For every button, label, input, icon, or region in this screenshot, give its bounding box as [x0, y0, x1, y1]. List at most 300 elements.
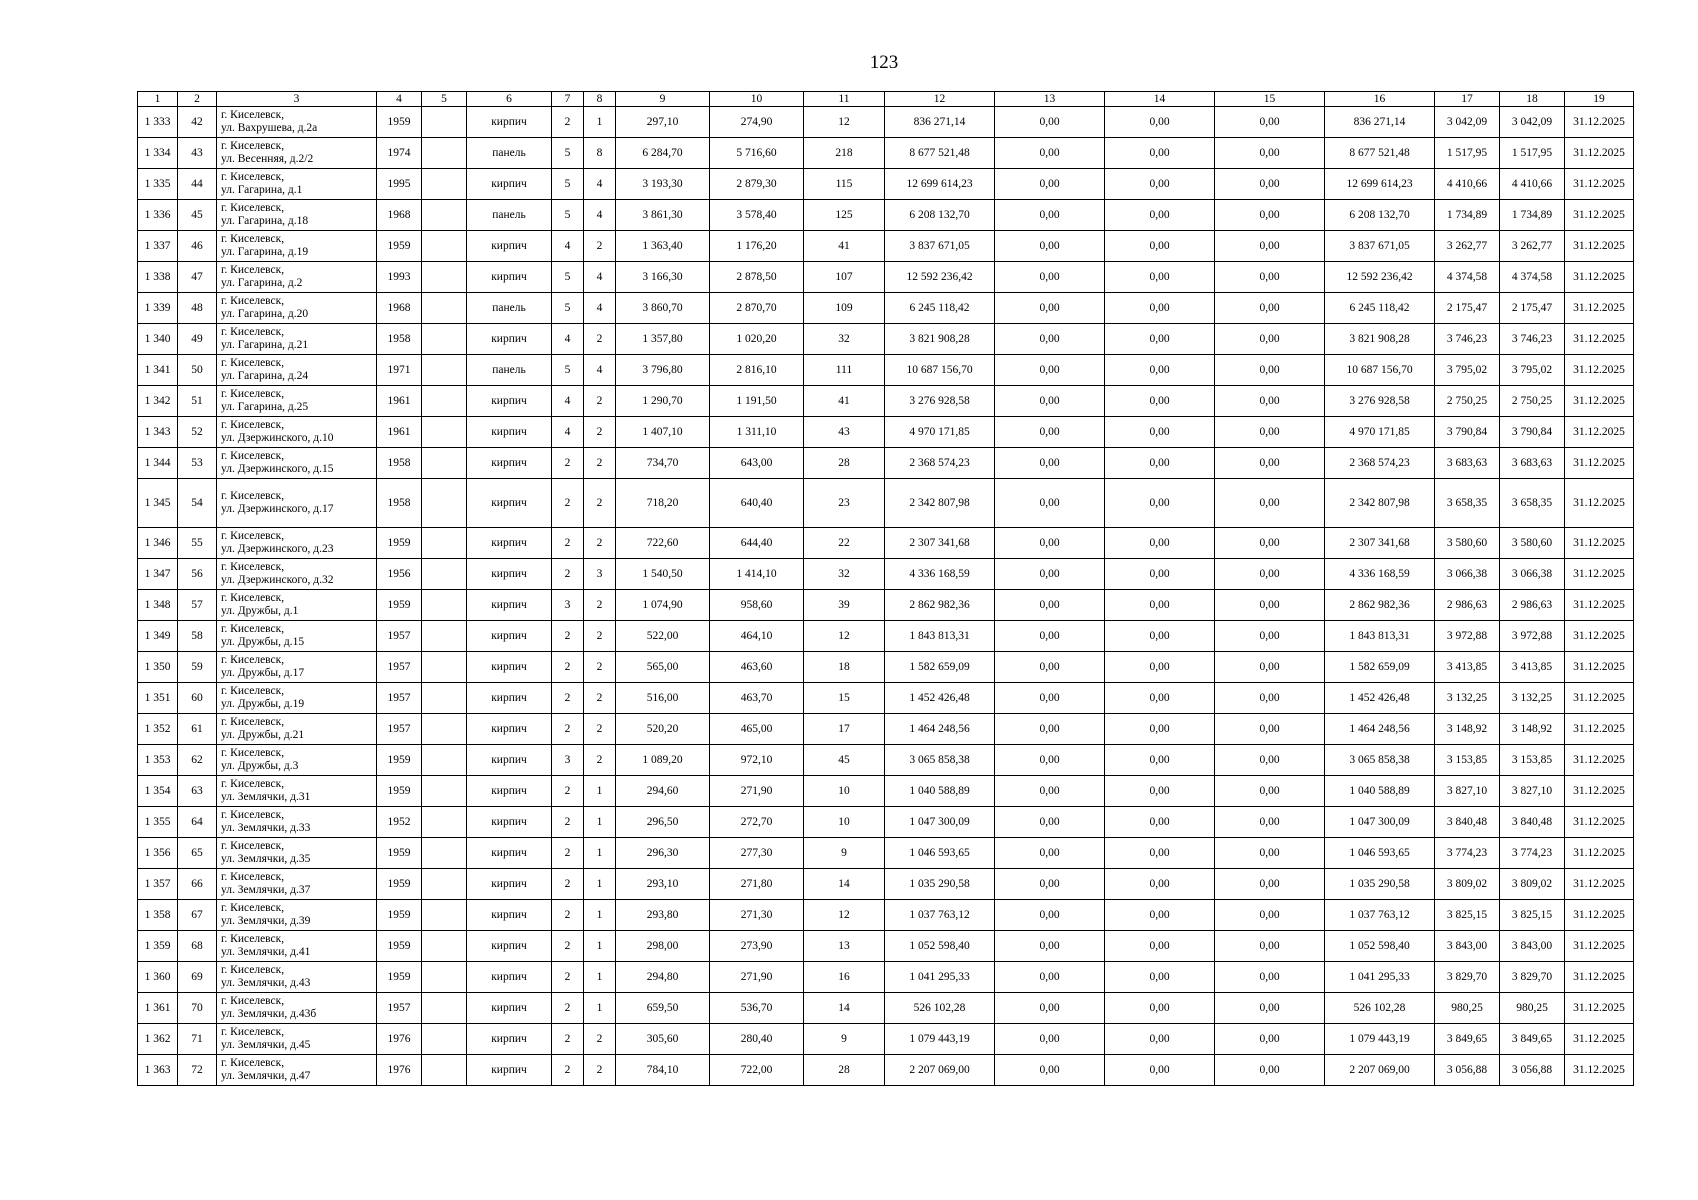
cell-col-16: 4 970 171,85: [1325, 417, 1435, 448]
cell-col-5: [422, 683, 467, 714]
cell-col-8: 1: [584, 807, 616, 838]
cell-col-13: 0,00: [995, 900, 1105, 931]
cell-col-2: 67: [178, 900, 217, 931]
cell-col-15: 0,00: [1215, 652, 1325, 683]
cell-col-1: 1 361: [138, 993, 178, 1024]
cell-col-10: 644,40: [710, 528, 804, 559]
cell-col-8: 2: [584, 1055, 616, 1086]
cell-col-2: 47: [178, 262, 217, 293]
cell-col-8: 4: [584, 262, 616, 293]
cell-col-5: [422, 200, 467, 231]
cell-col-8: 1: [584, 931, 616, 962]
cell-col-14: 0,00: [1105, 838, 1215, 869]
cell-col-8: 1: [584, 869, 616, 900]
cell-col-6: кирпич: [467, 528, 552, 559]
cell-col-16: 2 307 341,68: [1325, 528, 1435, 559]
address-city: г. Киселевск,: [221, 871, 285, 883]
cell-col-14: 0,00: [1105, 138, 1215, 169]
cell-col-8: 2: [584, 621, 616, 652]
column-header-14: 14: [1105, 92, 1215, 107]
cell-col-9: 1 089,20: [616, 745, 710, 776]
cell-col-15: 0,00: [1215, 200, 1325, 231]
cell-col-19: 31.12.2025: [1565, 590, 1634, 621]
cell-col-1: 1 357: [138, 869, 178, 900]
cell-col-4: 1959: [377, 745, 422, 776]
cell-col-11: 10: [804, 807, 885, 838]
address-street: ул. Землячки, д.45: [221, 1039, 311, 1051]
cell-col-7: 2: [552, 869, 584, 900]
cell-col-12: 2 342 807,98: [885, 479, 995, 528]
cell-col-2: 59: [178, 652, 217, 683]
cell-col-8: 8: [584, 138, 616, 169]
cell-col-10: 643,00: [710, 448, 804, 479]
cell-col-17: 3 972,88: [1435, 621, 1500, 652]
cell-col-13: 0,00: [995, 869, 1105, 900]
address-street: ул. Землячки, д.39: [221, 915, 311, 927]
cell-col-12: 2 207 069,00: [885, 1055, 995, 1086]
cell-col-19: 31.12.2025: [1565, 200, 1634, 231]
cell-col-18: 3 829,70: [1500, 962, 1565, 993]
cell-col-7: 2: [552, 1055, 584, 1086]
cell-col-6: кирпич: [467, 448, 552, 479]
cell-col-7: 4: [552, 324, 584, 355]
cell-col-4: 1976: [377, 1055, 422, 1086]
cell-col-10: 1 414,10: [710, 559, 804, 590]
address-city: г. Киселевск,: [221, 685, 285, 697]
cell-col-13: 0,00: [995, 590, 1105, 621]
cell-col-18: 3 849,65: [1500, 1024, 1565, 1055]
table-row: [138, 621, 1634, 652]
address-cell: [217, 231, 377, 262]
cell-col-15: 0,00: [1215, 931, 1325, 962]
cell-col-11: 39: [804, 590, 885, 621]
cell-col-2: 64: [178, 807, 217, 838]
cell-col-1: 1 363: [138, 1055, 178, 1086]
cell-col-12: 1 047 300,09: [885, 807, 995, 838]
table-row: [138, 200, 1634, 231]
cell-col-5: [422, 962, 467, 993]
cell-col-7: 2: [552, 807, 584, 838]
cell-col-16: 1 040 588,89: [1325, 776, 1435, 807]
cell-col-1: 1 350: [138, 652, 178, 683]
cell-col-15: 0,00: [1215, 417, 1325, 448]
cell-col-2: 60: [178, 683, 217, 714]
cell-col-18: 3 825,15: [1500, 900, 1565, 931]
cell-col-19: 31.12.2025: [1565, 621, 1634, 652]
address-street: ул. Дзержинского, д.17: [221, 503, 334, 515]
cell-col-8: 1: [584, 776, 616, 807]
cell-col-9: 294,80: [616, 962, 710, 993]
cell-col-6: кирпич: [467, 714, 552, 745]
address-street: ул. Дружбы, д.17: [221, 667, 305, 679]
address-cell: [217, 324, 377, 355]
address-cell: [217, 807, 377, 838]
cell-col-1: 1 341: [138, 355, 178, 386]
cell-col-11: 16: [804, 962, 885, 993]
cell-col-14: 0,00: [1105, 807, 1215, 838]
address-street: ул. Дружбы, д.15: [221, 636, 305, 648]
cell-col-5: [422, 169, 467, 200]
cell-col-2: 72: [178, 1055, 217, 1086]
cell-col-17: 4 374,58: [1435, 262, 1500, 293]
cell-col-11: 10: [804, 776, 885, 807]
address-city: г. Киселевск,: [221, 561, 285, 573]
cell-col-15: 0,00: [1215, 1055, 1325, 1086]
cell-col-9: 1 407,10: [616, 417, 710, 448]
cell-col-10: 2 870,70: [710, 293, 804, 324]
cell-col-11: 12: [804, 900, 885, 931]
cell-col-4: 1959: [377, 962, 422, 993]
cell-col-10: 271,30: [710, 900, 804, 931]
cell-col-19: 31.12.2025: [1565, 652, 1634, 683]
cell-col-9: 296,50: [616, 807, 710, 838]
cell-col-7: 2: [552, 448, 584, 479]
address-city: г. Киселевск,: [221, 592, 285, 604]
cell-col-12: 6 245 118,42: [885, 293, 995, 324]
cell-col-18: 4 410,66: [1500, 169, 1565, 200]
cell-col-1: 1 353: [138, 745, 178, 776]
cell-col-17: 980,25: [1435, 993, 1500, 1024]
cell-col-12: 3 821 908,28: [885, 324, 995, 355]
cell-col-16: 4 336 168,59: [1325, 559, 1435, 590]
address-cell: [217, 714, 377, 745]
address-street: ул. Дзержинского, д.15: [221, 463, 334, 475]
cell-col-9: 734,70: [616, 448, 710, 479]
cell-col-1: 1 358: [138, 900, 178, 931]
cell-col-16: 1 047 300,09: [1325, 807, 1435, 838]
column-header-7: 7: [552, 92, 584, 107]
cell-col-2: 48: [178, 293, 217, 324]
cell-col-18: 1 734,89: [1500, 200, 1565, 231]
cell-col-10: 2 879,30: [710, 169, 804, 200]
cell-col-2: 69: [178, 962, 217, 993]
cell-col-18: 3 843,00: [1500, 931, 1565, 962]
cell-col-6: кирпич: [467, 479, 552, 528]
address-street: ул. Дружбы, д.19: [221, 698, 305, 710]
cell-col-18: 3 840,48: [1500, 807, 1565, 838]
cell-col-14: 0,00: [1105, 293, 1215, 324]
address-cell: [217, 386, 377, 417]
cell-col-11: 115: [804, 169, 885, 200]
cell-col-14: 0,00: [1105, 1024, 1215, 1055]
cell-col-12: 1 035 290,58: [885, 869, 995, 900]
cell-col-10: 463,70: [710, 683, 804, 714]
cell-col-16: 1 843 813,31: [1325, 621, 1435, 652]
address-city: г. Киселевск,: [221, 140, 285, 152]
cell-col-14: 0,00: [1105, 745, 1215, 776]
cell-col-5: [422, 900, 467, 931]
cell-col-1: 1 343: [138, 417, 178, 448]
cell-col-8: 4: [584, 200, 616, 231]
cell-col-17: 2 986,63: [1435, 590, 1500, 621]
cell-col-1: 1 337: [138, 231, 178, 262]
cell-col-4: 1958: [377, 324, 422, 355]
table-row: [138, 683, 1634, 714]
cell-col-11: 41: [804, 386, 885, 417]
cell-col-14: 0,00: [1105, 231, 1215, 262]
cell-col-7: 2: [552, 776, 584, 807]
cell-col-4: 1958: [377, 479, 422, 528]
cell-col-15: 0,00: [1215, 714, 1325, 745]
cell-col-18: 3 774,23: [1500, 838, 1565, 869]
address-cell: [217, 869, 377, 900]
address-street: ул. Дзержинского, д.10: [221, 432, 334, 444]
cell-col-10: 536,70: [710, 993, 804, 1024]
cell-col-4: 1957: [377, 683, 422, 714]
cell-col-19: 31.12.2025: [1565, 169, 1634, 200]
address-cell: [217, 262, 377, 293]
cell-col-8: 2: [584, 652, 616, 683]
cell-col-13: 0,00: [995, 528, 1105, 559]
cell-col-4: 1957: [377, 714, 422, 745]
cell-col-6: кирпич: [467, 1055, 552, 1086]
cell-col-16: 2 862 982,36: [1325, 590, 1435, 621]
cell-col-12: 836 271,14: [885, 107, 995, 138]
cell-col-12: 2 307 341,68: [885, 528, 995, 559]
cell-col-7: 2: [552, 900, 584, 931]
cell-col-8: 2: [584, 448, 616, 479]
cell-col-1: 1 338: [138, 262, 178, 293]
cell-col-16: 2 342 807,98: [1325, 479, 1435, 528]
cell-col-16: 1 079 443,19: [1325, 1024, 1435, 1055]
cell-col-13: 0,00: [995, 355, 1105, 386]
cell-col-7: 2: [552, 683, 584, 714]
cell-col-11: 107: [804, 262, 885, 293]
cell-col-4: 1971: [377, 355, 422, 386]
cell-col-18: 3 827,10: [1500, 776, 1565, 807]
cell-col-10: 722,00: [710, 1055, 804, 1086]
cell-col-1: 1 339: [138, 293, 178, 324]
cell-col-18: 3 972,88: [1500, 621, 1565, 652]
cell-col-18: 3 683,63: [1500, 448, 1565, 479]
column-number-header-row: [138, 92, 1634, 107]
cell-col-16: 2 368 574,23: [1325, 448, 1435, 479]
cell-col-9: 3 796,80: [616, 355, 710, 386]
cell-col-9: 1 357,80: [616, 324, 710, 355]
cell-col-9: 565,00: [616, 652, 710, 683]
address-cell: [217, 993, 377, 1024]
cell-col-14: 0,00: [1105, 355, 1215, 386]
cell-col-17: 3 825,15: [1435, 900, 1500, 931]
address-street: ул. Дружбы, д.3: [221, 760, 299, 772]
cell-col-9: 294,60: [616, 776, 710, 807]
address-city: г. Киселевск,: [221, 233, 285, 245]
table-row: [138, 993, 1634, 1024]
cell-col-15: 0,00: [1215, 807, 1325, 838]
table-row: [138, 138, 1634, 169]
cell-col-19: 31.12.2025: [1565, 807, 1634, 838]
cell-col-17: 1 734,89: [1435, 200, 1500, 231]
cell-col-7: 5: [552, 262, 584, 293]
cell-col-6: кирпич: [467, 262, 552, 293]
cell-col-7: 5: [552, 138, 584, 169]
cell-col-1: 1 355: [138, 807, 178, 838]
cell-col-7: 2: [552, 559, 584, 590]
address-city: г. Киселевск,: [221, 809, 285, 821]
cell-col-10: 463,60: [710, 652, 804, 683]
cell-col-7: 4: [552, 231, 584, 262]
cell-col-1: 1 356: [138, 838, 178, 869]
cell-col-4: 1959: [377, 231, 422, 262]
address-city: г. Киселевск,: [221, 1026, 285, 1038]
cell-col-1: 1 344: [138, 448, 178, 479]
cell-col-18: 3 809,02: [1500, 869, 1565, 900]
address-cell: [217, 745, 377, 776]
address-street: ул. Гагарина, д.2: [221, 277, 303, 289]
cell-col-8: 2: [584, 479, 616, 528]
cell-col-8: 2: [584, 231, 616, 262]
address-cell: [217, 559, 377, 590]
cell-col-16: 526 102,28: [1325, 993, 1435, 1024]
cell-col-15: 0,00: [1215, 559, 1325, 590]
cell-col-8: 1: [584, 962, 616, 993]
cell-col-18: 3 056,88: [1500, 1055, 1565, 1086]
cell-col-17: 3 042,09: [1435, 107, 1500, 138]
address-cell: [217, 169, 377, 200]
cell-col-4: 1957: [377, 652, 422, 683]
cell-col-4: 1959: [377, 869, 422, 900]
cell-col-2: 45: [178, 200, 217, 231]
cell-col-13: 0,00: [995, 479, 1105, 528]
address-street: ул. Дзержинского, д.32: [221, 574, 334, 586]
address-cell: [217, 776, 377, 807]
column-header-9: 9: [616, 92, 710, 107]
cell-col-8: 2: [584, 683, 616, 714]
cell-col-17: 3 262,77: [1435, 231, 1500, 262]
cell-col-7: 2: [552, 528, 584, 559]
cell-col-6: панель: [467, 200, 552, 231]
cell-col-11: 14: [804, 993, 885, 1024]
cell-col-6: кирпич: [467, 931, 552, 962]
cell-col-8: 2: [584, 1024, 616, 1055]
cell-col-8: 2: [584, 417, 616, 448]
cell-col-19: 31.12.2025: [1565, 1024, 1634, 1055]
cell-col-12: 6 208 132,70: [885, 200, 995, 231]
cell-col-4: 1959: [377, 931, 422, 962]
cell-col-11: 22: [804, 528, 885, 559]
cell-col-6: кирпич: [467, 807, 552, 838]
cell-col-17: 2 175,47: [1435, 293, 1500, 324]
cell-col-16: 6 245 118,42: [1325, 293, 1435, 324]
cell-col-12: 3 065 858,38: [885, 745, 995, 776]
cell-col-18: 3 148,92: [1500, 714, 1565, 745]
cell-col-10: 5 716,60: [710, 138, 804, 169]
cell-col-14: 0,00: [1105, 776, 1215, 807]
cell-col-4: 1968: [377, 293, 422, 324]
cell-col-2: 68: [178, 931, 217, 962]
cell-col-9: 784,10: [616, 1055, 710, 1086]
cell-col-6: кирпич: [467, 776, 552, 807]
address-street: ул. Землячки, д.43б: [221, 1008, 317, 1020]
cell-col-12: 1 041 295,33: [885, 962, 995, 993]
cell-col-19: 31.12.2025: [1565, 107, 1634, 138]
cell-col-14: 0,00: [1105, 262, 1215, 293]
table-row: [138, 231, 1634, 262]
cell-col-15: 0,00: [1215, 107, 1325, 138]
cell-col-12: 4 336 168,59: [885, 559, 995, 590]
cell-col-8: 1: [584, 993, 616, 1024]
cell-col-6: кирпич: [467, 745, 552, 776]
cell-col-2: 66: [178, 869, 217, 900]
column-header-10: 10: [710, 92, 804, 107]
cell-col-2: 71: [178, 1024, 217, 1055]
column-header-18: 18: [1500, 92, 1565, 107]
cell-col-18: 980,25: [1500, 993, 1565, 1024]
cell-col-13: 0,00: [995, 386, 1105, 417]
cell-col-13: 0,00: [995, 931, 1105, 962]
cell-col-15: 0,00: [1215, 355, 1325, 386]
address-city: г. Киселевск,: [221, 1057, 285, 1069]
cell-col-4: 1958: [377, 448, 422, 479]
address-cell: [217, 479, 377, 528]
cell-col-10: 958,60: [710, 590, 804, 621]
cell-col-15: 0,00: [1215, 138, 1325, 169]
address-cell: [217, 138, 377, 169]
address-city: г. Киселевск,: [221, 716, 285, 728]
cell-col-8: 2: [584, 324, 616, 355]
address-street: ул. Дзержинского, д.23: [221, 543, 334, 555]
cell-col-11: 125: [804, 200, 885, 231]
cell-col-5: [422, 776, 467, 807]
cell-col-6: кирпич: [467, 324, 552, 355]
buildings-table: [137, 91, 1634, 1086]
cell-col-19: 31.12.2025: [1565, 528, 1634, 559]
cell-col-6: кирпич: [467, 231, 552, 262]
cell-col-17: 3 827,10: [1435, 776, 1500, 807]
cell-col-2: 54: [178, 479, 217, 528]
table-row: [138, 293, 1634, 324]
address-city: г. Киселевск,: [221, 490, 285, 502]
address-street: ул. Гагарина, д.1: [221, 184, 303, 196]
column-header-2: 2: [178, 92, 217, 107]
cell-col-8: 2: [584, 386, 616, 417]
cell-col-15: 0,00: [1215, 1024, 1325, 1055]
cell-col-11: 15: [804, 683, 885, 714]
cell-col-5: [422, 324, 467, 355]
cell-col-2: 50: [178, 355, 217, 386]
table-row: [138, 714, 1634, 745]
table-row: [138, 807, 1634, 838]
cell-col-7: 2: [552, 714, 584, 745]
cell-col-7: 2: [552, 621, 584, 652]
cell-col-14: 0,00: [1105, 107, 1215, 138]
cell-col-11: 17: [804, 714, 885, 745]
cell-col-7: 2: [552, 931, 584, 962]
table-row: [138, 528, 1634, 559]
address-cell: [217, 293, 377, 324]
cell-col-11: 109: [804, 293, 885, 324]
cell-col-11: 32: [804, 559, 885, 590]
cell-col-5: [422, 138, 467, 169]
cell-col-14: 0,00: [1105, 900, 1215, 931]
cell-col-9: 1 290,70: [616, 386, 710, 417]
cell-col-15: 0,00: [1215, 528, 1325, 559]
table-row: [138, 1024, 1634, 1055]
table-row: [138, 776, 1634, 807]
cell-col-6: кирпич: [467, 559, 552, 590]
cell-col-10: 1 311,10: [710, 417, 804, 448]
cell-col-19: 31.12.2025: [1565, 714, 1634, 745]
cell-col-5: [422, 590, 467, 621]
cell-col-5: [422, 838, 467, 869]
table-row: [138, 745, 1634, 776]
table-row: [138, 931, 1634, 962]
cell-col-5: [422, 931, 467, 962]
cell-col-1: 1 362: [138, 1024, 178, 1055]
cell-col-18: 1 517,95: [1500, 138, 1565, 169]
cell-col-4: 1959: [377, 590, 422, 621]
cell-col-17: 3 849,65: [1435, 1024, 1500, 1055]
